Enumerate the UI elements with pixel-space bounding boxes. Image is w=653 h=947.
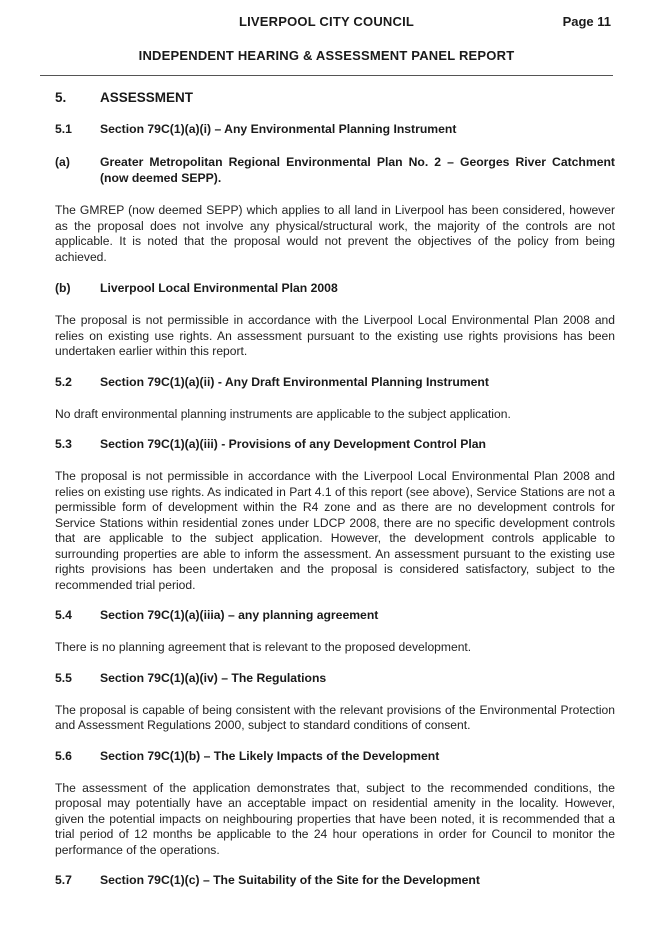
council-name: LIVERPOOL CITY COUNCIL (238, 14, 415, 29)
paragraph-gmrep: The GMREP (now deemed SEPP) which applies to all land in Liverpool has been considered, however as the proposal does not involve any physical/structural work, the majority of the controls are not applicable. It is noted that the proposal would not prevent the objectives of the policy from being achieved. (55, 203, 615, 264)
subsection-number: 5.7 (55, 873, 72, 887)
item-title: Liverpool Local Environmental Plan 2008 (100, 281, 338, 295)
document-body (55, 90, 615, 905)
subsection-number: 5.2 (55, 374, 72, 389)
item-heading-a (55, 154, 615, 186)
subsection-heading-5-3 (55, 437, 615, 451)
item-heading-b (55, 280, 615, 296)
subsection-number: 5.6 (55, 748, 72, 763)
subsection-number: 5.5 (55, 670, 72, 685)
subsection-number: 5.4 (55, 608, 72, 622)
subsection-heading-5-4 (55, 608, 615, 622)
subsection-title: Section 79C(1)(c) – The Suitability of the Site for the Development (100, 873, 480, 887)
section-title: ASSESSMENT (100, 90, 194, 105)
subsection-title: Section 79C(1)(a)(iv) – The Regulations (100, 670, 327, 685)
section-number: 5. (55, 90, 67, 105)
item-letter: (a) (55, 155, 70, 169)
subsection-heading-5-1 (55, 122, 615, 136)
subsection-heading-5-7 (55, 873, 615, 887)
item-title: Greater Metropolitan Regional Environmental Plan No. 2 – Georges River Catchment (now deemed SEPP). (100, 155, 615, 185)
subsection-number: 5.1 (55, 122, 72, 136)
report-title: INDEPENDENT HEARING & ASSESSMENT PANEL REPORT (138, 48, 515, 63)
subsection-heading-5-6 (55, 749, 615, 763)
paragraph-impacts: The assessment of the application demonstrates that, subject to the recommended conditions, the proposal may potentially have an acceptable impact on residential amenity in the locality. However, given the potential impacts on neighbouring properties that have been noted, it is recommended that a trial period of 12 months be applicable to the 24 hour operations in order for Council to monitor the performance of the operations. (55, 780, 615, 857)
subsection-heading-5-2 (55, 375, 615, 389)
paragraph-llep: The proposal is not permissible in accordance with the Liverpool Local Environmental Plan 2008 and relies on existing use rights. An assessment pursuant to the existing use rights provisions has been undertaken earlier within this report. (55, 313, 615, 358)
subsection-title: Section 79C(1)(a)(iii) - Provisions of any Development Control Plan (100, 437, 486, 451)
paragraph-draft-epi: No draft environmental planning instruments are applicable to the subject application. (55, 406, 511, 421)
item-letter: (b) (55, 281, 71, 295)
subsection-heading-5-5 (55, 671, 615, 685)
subsection-title: Section 79C(1)(a)(i) – Any Environmental Planning Instrument (100, 122, 457, 136)
paragraph-regulations: The proposal is capable of being consistent with the relevant provisions of the Environmental Protection and Assessment Regulations 2000, subject to standard conditions of consent. (55, 702, 615, 732)
header-divider (40, 75, 613, 76)
paragraph-planning-agreement: There is no planning agreement that is relevant to the proposed development. (55, 640, 472, 654)
subsection-title: Section 79C(1)(a)(ii) - Any Draft Environmental Planning Instrument (100, 374, 489, 389)
page-number: Page 11 (562, 14, 611, 29)
subsection-title: Section 79C(1)(b) – The Likely Impacts of the Development (100, 748, 440, 763)
paragraph-dcp: The proposal is not permissible in accordance with the Liverpool Local Environmental Plan 2008 and relies on existing use rights. As indicated in Part 4.1 of this report (see above), Service Stations are not a permissible form of development within the R4 zone and as there are no development controls for Service Stations within residential zones under LDCP 2008, there are no specific development controls that are applicable to the subject application. However, the development controls applicable to surrounding properties are able to inform the assessment. An assessment pursuant to the existing use rights provisions has been undertaken and the proposal is considered satisfactory, subject to the recommended trial period. (55, 469, 615, 592)
section-heading (55, 90, 615, 105)
subsection-number: 5.3 (55, 437, 72, 451)
subsection-title: Section 79C(1)(a)(iiia) – any planning agreement (100, 608, 379, 622)
